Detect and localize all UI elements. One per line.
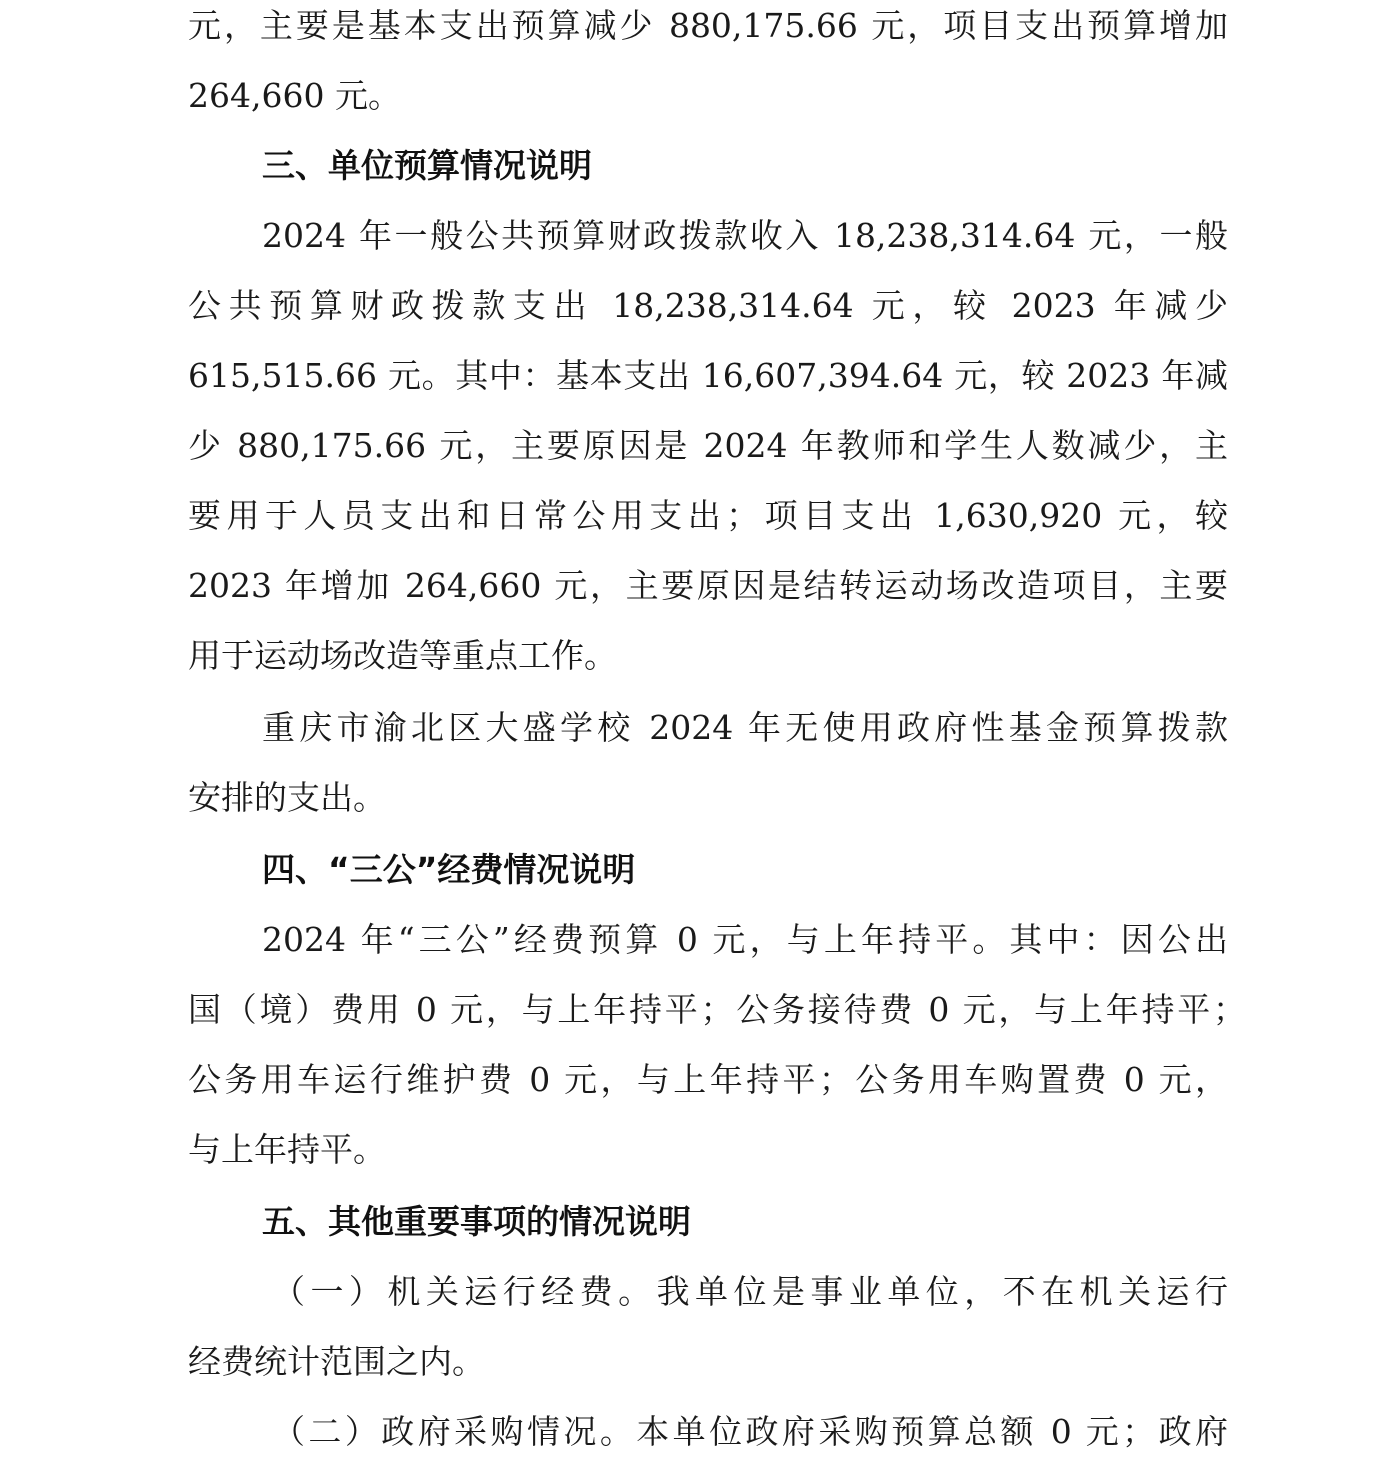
paragraph-line: 2023 年增加 264,660 元，主要原因是结转运动场改造项目，主要 <box>188 566 1228 605</box>
paragraph-line: 615,515.66 元。其中：基本支出 16,607,394.64 元，较 2023 年减 <box>188 356 1228 395</box>
paragraph-line: 公共预算财政拨款支出 18,238,314.64 元，较 2023 年减少 <box>188 286 1228 325</box>
section-heading-5: 五、其他重要事项的情况说明 <box>262 1202 691 1241</box>
paragraph-line: （二）政府采购情况。本单位政府采购预算总额 0 元；政府 <box>272 1412 1228 1451</box>
paragraph-line: 重庆市渝北区大盛学校 2024 年无使用政府性基金预算拨款 <box>262 708 1228 747</box>
paragraph-line: （一）机关运行经费。我单位是事业单位，不在机关运行 <box>272 1272 1228 1311</box>
paragraph-line: 少 880,175.66 元，主要原因是 2024 年教师和学生人数减少，主 <box>188 426 1228 465</box>
paragraph-line: 用于运动场改造等重点工作。 <box>188 636 617 675</box>
paragraph-line: 264,660 元。 <box>188 76 401 115</box>
paragraph-line: 与上年持平。 <box>188 1130 386 1169</box>
section-heading-4: 四、“三公”经费情况说明 <box>262 850 636 889</box>
paragraph-line: 要用于人员支出和日常公用支出；项目支出 1,630,920 元，较 <box>188 496 1228 535</box>
section-heading-3: 三、单位预算情况说明 <box>262 146 592 185</box>
paragraph-line: 元，主要是基本支出预算减少 880,175.66 元，项目支出预算增加 <box>188 6 1228 45</box>
paragraph-line: 2024 年一般公共预算财政拨款收入 18,238,314.64 元，一般 <box>262 216 1228 255</box>
paragraph-line: 公务用车运行维护费 0 元，与上年持平；公务用车购置费 0 元， <box>188 1060 1228 1099</box>
paragraph-line: 安排的支出。 <box>188 778 386 817</box>
paragraph-line: 国（境）费用 0 元，与上年持平；公务接待费 0 元，与上年持平； <box>188 990 1246 1029</box>
paragraph-line: 2024 年“三公”经费预算 0 元，与上年持平。其中：因公出 <box>262 920 1228 959</box>
paragraph-line: 经费统计范围之内。 <box>188 1342 485 1381</box>
